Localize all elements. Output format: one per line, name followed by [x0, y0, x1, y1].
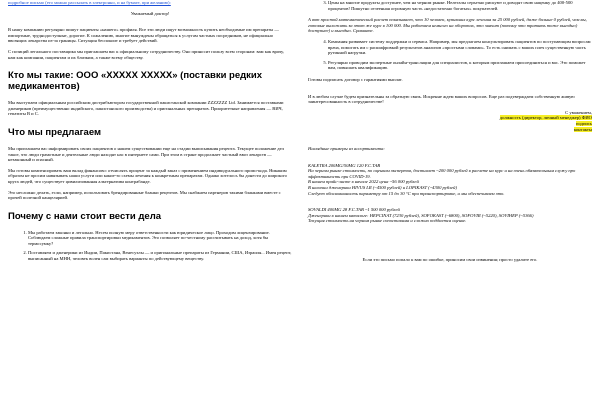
sign-role: должность (директор, личный менеджер) ФИО: [499, 115, 592, 121]
heading-why: Почему с нами стоит вести дела: [8, 210, 162, 222]
list-item: 1. Мы работаем законно и легально. Несем полную меру ответственности как юридическое лицо. Проходим лицензирование. Соблюдаем сложные правила транспортировки медикаментов. Это позволяет по-честному рассчитывать на доход, хотя бы термосумку?: [28, 230, 292, 247]
offer-paragraph-3: Это несложно делать, если, например, использовать брендированные бланки рецептов. Мы снабжаем партнеров такими бланками вместе с прочей полезной канцелярией.: [8, 189, 281, 201]
list-item: 2. Поставляем и дженерики из Индии, Пакистана, Венесуэлы — и оригинальные препараты из Германии, США, Израиля... Имея рецепт, выписанный на МНН, человек волен сам выбирать варианты по действующему веществу.: [28, 250, 292, 261]
sign-regards: С уважением,: [565, 109, 592, 115]
intro-paragraph-1: В нашу компанию регулярно пишут пациенты «нашего» профиля. Все эти люди ищут возможность купить необходимые им препараты — импортные, труднодоступные, дорогие. К сожалению, многие вынуждены обращаться к услугам частных посредников, не официально ввозящих лекарства из-за границы. Ситуация беспокоит и требует действий.: [8, 27, 279, 44]
examples-title: Наглядные примеры из ассортимента:: [308, 146, 385, 152]
sign-signature: подпись: [575, 120, 592, 126]
signature-block: [308, 110, 592, 132]
calc-paragraph: А вот простой математический расчет показывает, что 10 человек, купивших курс лечения за 25 000 рублей, даже больше 0 рублей, чем вы, готовые выложить за этот же курс в 100 000. Мы работаем немного на оборотах, это значит (потому что тратить тоже выгодно) доступнее) и выгодно. Сравните.: [308, 17, 587, 34]
who-paragraph: Мы выступаем официальным российским дистрибьютором государственной пакистанской компании ZZZZZZZ Ltd. Занимается поставками дженериков (преимущественно индийского, пакистанского производства) и оригинальных препаратов. Приоритетные направления — ВИЧ, гепатиты В и С.: [8, 100, 284, 117]
example-1: KALETRA 200MG/50MG 120 F.C.TAB На черном рынке стоимость, по оценкам экспертов, достигает ~200 000 рублей в расчете на курс и на очень обязательным служу про эффективность при COVID-19. В нашем прайс-листе в начале 2022 цена ~56 000 рублей В наличии дженерики HIVUS LR (~4500 рублей) и LOPIKAST (~4300 рублей) Следует обоснованность параметру от 15 до 30 °С при транспортировке, и мы обеспечиваем это.: [308, 162, 576, 196]
offer-paragraph-1: Мы приглашаем вас информировать своих пациентов о нашем существовании еще на стадии выписывания рецепта. Текущее положение дел такое, что люди грамотные и деятельные люди находят нас в интернете сами. При этом в стране продолжает частный ввоз лекарств — незаконный и опасный.: [8, 145, 284, 163]
benefits-list-b: [308, 39, 592, 71]
heading-offer: Что мы предлагаем: [8, 126, 102, 138]
intro-paragraph-2: С позиций легального поставщика мы приглашаем вас к официальному сотрудничеству. Оно приносит пользу всем сторонам: вам как врачу, нам как компании, пациентам и их близким, а также всему обществу.: [8, 48, 284, 60]
list-item: 3. Цены на многие продукты доступнее, чем на черном рынке. Нелегалы серьезно рискуют и доводят свою наценку до 400-500 процентов! Пишутно отзеенная огромную часть «недостаточно богатых» покупателей.: [328, 0, 592, 11]
example-2: SOVALDI 400MG 28 F.C.TAB ~1 500 000 рублей Дженерики в нашем каталоге: HEPCINAT (7230 рублей), SOFOKAST (~6800), SOFOVIR (~5220), SOVIHEP (~5366) Текущая стоимость на черном рынке сопоставима и сложно поддается оценке.: [308, 207, 534, 224]
right-column: [300, 0, 600, 400]
sign-contacts: контакты: [573, 126, 592, 132]
why-list: [8, 230, 292, 262]
offer-paragraph-2: Мы готовы компенсировать ваш вклад финансово: отчислять процент за каждый заказ с применением индивидуального промо-кода. Никаким образом не просим навязывать наши услуги или какие-то схемы лечения к конкретным препаратам. Однако хотелось бы донести до широкого круга людей, что существует цивилизованная альтернатива контрабанде.: [8, 167, 287, 184]
contact-paragraph: И в любом случае будем признательны за обратную связь. Искренне ждем ваших вопросов. Еще раз подтверждаем собственную живую заинтересованность в сотрудничестве!: [308, 93, 575, 105]
heading-who: Кто мы такие: ООО «ХХХХХ ХХХХХ» (поставки редких медикаментов): [8, 70, 263, 93]
top-link[interactable]: подробное письмо (его можно рассылать в электронно, и на бумаге, при желанию):: [8, 0, 171, 5]
list-item: 4. Компания развивает систему поддержки и сервиса. Например, мы предлагаем консультировать пациентов по поступающим вопросам врача, помогать им с расшифровкой результатов анализов «простыми словами». То есть снимать с ваших плеч существенную часть рутинной нагрузки.: [328, 39, 592, 56]
ready-paragraph: Готовы подписать договор с гарантиями выплат.: [308, 76, 403, 82]
list-item: 5. Регулярно проводим экспертные онлайн-трансляции для специалистов, к которым приглашаем присоединиться и вас. Это поможет вам, повышать квалификацию.: [328, 60, 592, 71]
footer-note: Если это письмо попало к вам по ошибке, приносим свои извинения; просто удалите его.: [362, 257, 538, 263]
greeting: Уважаемый доктор!: [130, 10, 170, 16]
benefits-list-a: [308, 0, 592, 11]
